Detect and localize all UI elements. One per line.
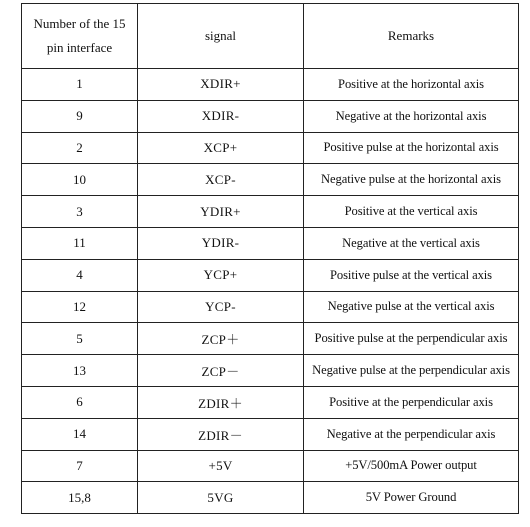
table-row — [22, 196, 519, 228]
table-row — [22, 100, 519, 132]
pin-cell: 7 — [22, 450, 138, 482]
pin-cell: 11 — [22, 227, 138, 259]
signal-cell: ZDIR＋ — [138, 386, 304, 418]
pin-cell: 10 — [22, 164, 138, 196]
signal-cell: XDIR+ — [138, 69, 304, 101]
pin-cell: 2 — [22, 132, 138, 164]
signal-cell: ZCP＋ — [138, 323, 304, 355]
pin-cell: 4 — [22, 259, 138, 291]
remarks-cell: Negative pulse at the vertical axis — [304, 291, 519, 323]
table-row — [22, 69, 519, 101]
header-pin-number-line2: pin interface — [46, 40, 113, 55]
signal-cell: ZDIR－ — [138, 418, 304, 450]
pin-interface-table — [21, 3, 519, 514]
table-header — [22, 4, 519, 69]
table-row — [22, 259, 519, 291]
pin-cell: 15,8 — [22, 482, 138, 514]
table-row — [22, 323, 519, 355]
pin-cell: 13 — [22, 355, 138, 387]
remarks-cell: Positive pulse at the horizontal axis — [304, 132, 519, 164]
table-row — [22, 386, 519, 418]
remarks-cell: Negative pulse at the horizontal axis — [304, 164, 519, 196]
table-row — [22, 227, 519, 259]
table-row — [22, 164, 519, 196]
pin-cell: 3 — [22, 196, 138, 228]
header-signal: signal — [138, 4, 304, 69]
remarks-cell: Positive pulse at the vertical axis — [304, 259, 519, 291]
signal-cell: XDIR- — [138, 100, 304, 132]
header-remarks: Remarks — [304, 4, 519, 69]
signal-cell: YCP+ — [138, 259, 304, 291]
signal-cell: 5VG — [138, 482, 304, 514]
pin-cell: 14 — [22, 418, 138, 450]
remarks-cell: +5V/500mA Power output — [304, 450, 519, 482]
pin-cell: 6 — [22, 386, 138, 418]
signal-cell: XCP- — [138, 164, 304, 196]
remarks-cell: Negative at the horizontal axis — [304, 100, 519, 132]
remarks-cell: Positive at the horizontal axis — [304, 69, 519, 101]
table-row — [22, 355, 519, 387]
header-pin-number-line1: Number of the 15 — [33, 16, 126, 31]
pin-cell: 5 — [22, 323, 138, 355]
remarks-cell: Positive at the perpendicular axis — [304, 386, 519, 418]
remarks-cell: Positive at the vertical axis — [304, 196, 519, 228]
remarks-cell: Negative pulse at the perpendicular axis — [304, 355, 519, 387]
table-row — [22, 132, 519, 164]
table-row — [22, 418, 519, 450]
signal-cell: YDIR+ — [138, 196, 304, 228]
remarks-cell: Negative at the perpendicular axis — [304, 418, 519, 450]
header-row — [22, 4, 519, 69]
remarks-cell: Positive pulse at the perpendicular axis — [304, 323, 519, 355]
table-row — [22, 482, 519, 514]
pin-cell: 12 — [22, 291, 138, 323]
table-row — [22, 291, 519, 323]
header-pin-number — [22, 4, 138, 69]
table-row — [22, 450, 519, 482]
signal-cell: YDIR- — [138, 227, 304, 259]
remarks-cell: Negative at the vertical axis — [304, 227, 519, 259]
signal-cell: +5V — [138, 450, 304, 482]
signal-cell: XCP+ — [138, 132, 304, 164]
pin-cell: 1 — [22, 69, 138, 101]
table-body — [22, 69, 519, 514]
signal-cell: ZCP－ — [138, 355, 304, 387]
remarks-cell: 5V Power Ground — [304, 482, 519, 514]
pin-cell: 9 — [22, 100, 138, 132]
signal-cell: YCP- — [138, 291, 304, 323]
